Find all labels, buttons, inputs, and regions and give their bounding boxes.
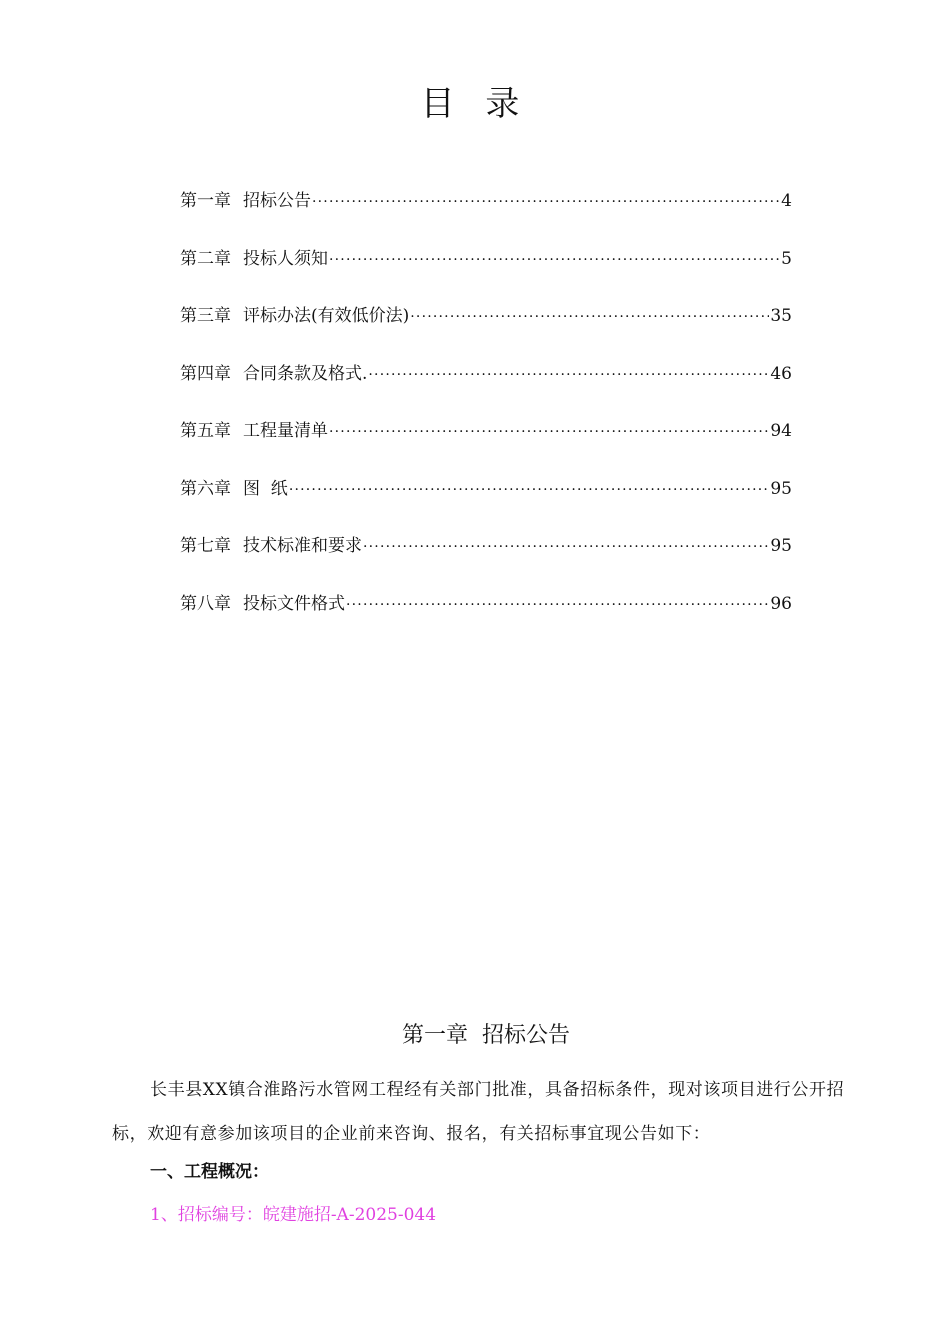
toc-leader <box>346 590 769 620</box>
toc-leader <box>363 532 769 562</box>
toc-chapter: 第三章 <box>180 306 231 326</box>
toc-entry-title: 评标办法(有效低价法) <box>243 306 410 326</box>
toc-entry-title: 投标人须知 <box>243 248 328 269</box>
toc-page-number: 94 <box>770 421 792 441</box>
toc-page-number: 95 <box>770 478 792 499</box>
toc-entry[interactable] <box>180 589 792 647</box>
toc-entry-title: 投标文件格式 <box>243 593 345 614</box>
toc-leader <box>329 417 769 447</box>
toc-page-number: 35 <box>770 306 792 326</box>
toc-entry[interactable] <box>180 416 792 474</box>
toc-chapter: 第五章 <box>180 421 231 441</box>
toc-chapter: 第四章 <box>180 363 231 384</box>
toc-entry-title: 招标公告 <box>243 191 311 211</box>
toc-page-number: 46 <box>770 363 792 384</box>
toc-leader <box>410 302 769 332</box>
toc-entry-title: 图 纸 <box>243 478 288 499</box>
toc-page-number: 4 <box>781 191 792 211</box>
toc-page-number: 5 <box>781 248 792 269</box>
toc-entry[interactable] <box>180 359 792 417</box>
toc-title: 目 录 <box>420 84 530 124</box>
toc-leader <box>368 360 769 390</box>
toc-page-number: 96 <box>770 593 792 614</box>
toc-chapter: 第八章 <box>180 593 231 614</box>
tender-number-item: 1、招标编号：皖建施招-A-2025-044 <box>150 1205 437 1225</box>
toc-chapter: 第二章 <box>180 248 231 269</box>
toc-page-number: 95 <box>770 536 792 556</box>
toc-entry[interactable] <box>180 186 792 244</box>
toc-entry-title: 工程量清单 <box>243 421 328 441</box>
toc-chapter: 第六章 <box>180 478 231 499</box>
toc-entry[interactable] <box>180 474 792 532</box>
toc-leader <box>289 475 770 505</box>
toc-entry-title: 合同条款及格式. <box>243 363 368 384</box>
toc-chapter: 第七章 <box>180 536 231 556</box>
toc-entry[interactable] <box>180 301 792 359</box>
toc-entry[interactable] <box>180 244 792 302</box>
toc-leader <box>329 245 780 275</box>
toc-chapter: 第一章 <box>180 191 231 211</box>
section-title: 第一章 招标公告 <box>402 1023 570 1048</box>
toc-entry-title: 技术标准和要求 <box>243 536 362 556</box>
section-heading: 一、工程概况： <box>150 1162 269 1182</box>
toc-entry[interactable] <box>180 531 792 589</box>
intro-paragraph: 长丰县XX镇合淮路污水管网工程经有关部门批准，具备招标条件，现对该项目进行公开招标，欢迎有意参加该项目的企业前来咨询、报名，有关招标事宜现公告如下： <box>112 1080 845 1144</box>
toc-leader <box>312 187 780 217</box>
table-of-contents <box>180 186 792 646</box>
